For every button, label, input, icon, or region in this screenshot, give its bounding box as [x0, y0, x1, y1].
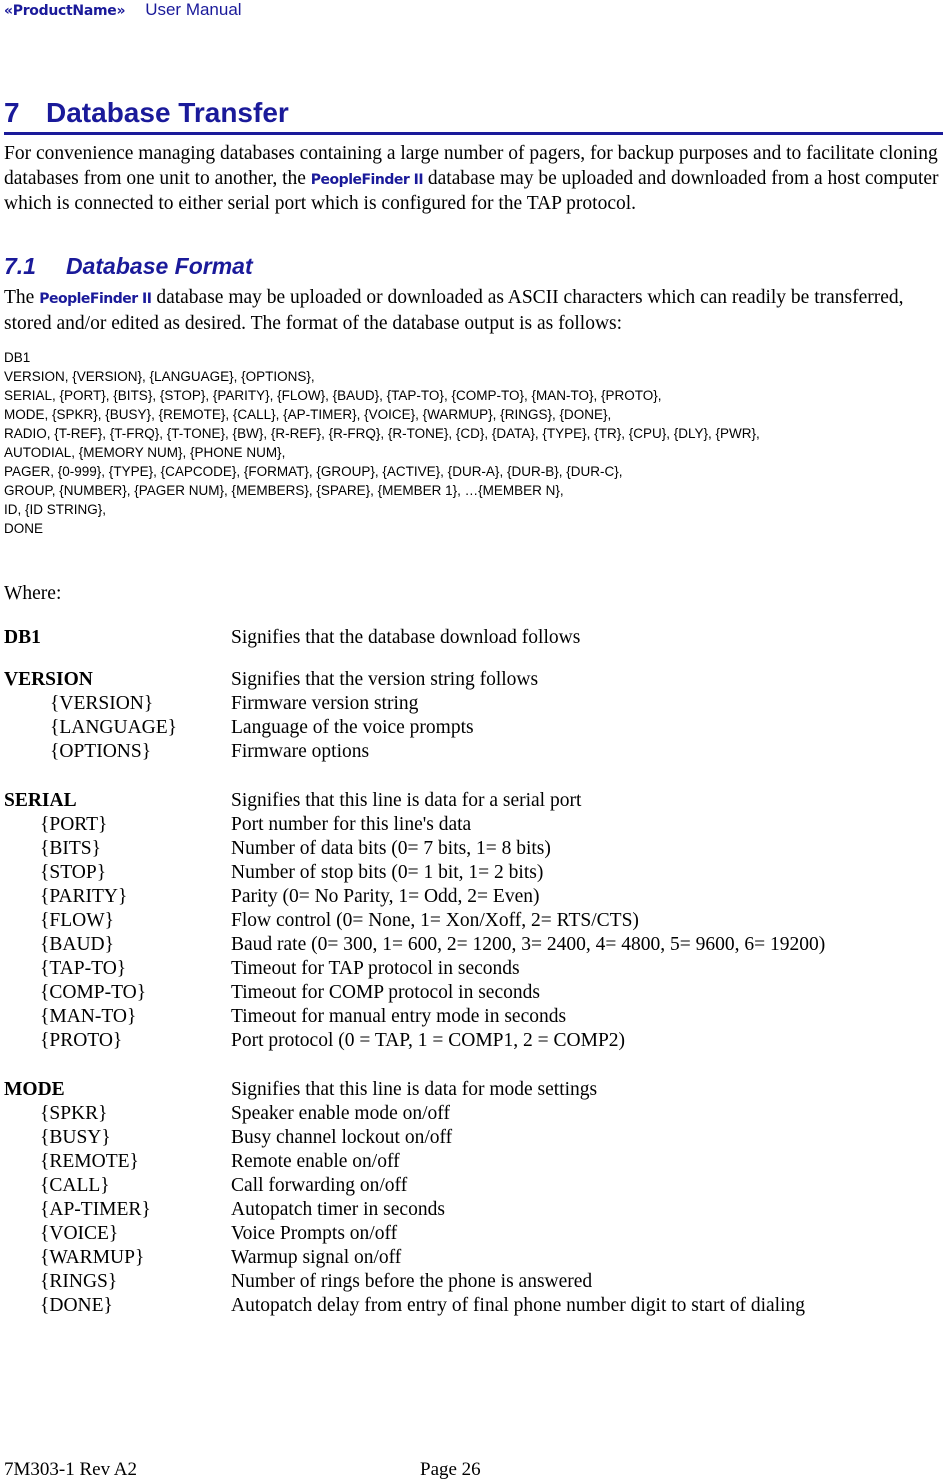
field-term: {SPKR}	[40, 1103, 108, 1124]
database-format-listing	[4, 348, 760, 538]
field-def: Busy channel lockout on/off	[231, 1127, 453, 1148]
field-term: {PORT}	[40, 814, 108, 835]
code-line: GROUP, {NUMBER}, {PAGER NUM}, {MEMBERS}, {SPARE}, {MEMBER 1}, …{MEMBER N},	[4, 483, 564, 498]
field-def: Timeout for COMP protocol in seconds	[231, 982, 540, 1003]
code-line: RADIO, {T-REF}, {T-FRQ}, {T-TONE}, {BW}, {R-REF}, {R-FRQ}, {R-TONE}, {CD}, {DATA}, {TYPE}, {TR}, {CPU}, {DLY}, {PWR},	[4, 426, 760, 441]
footer-page-number: Page 26	[420, 1459, 481, 1480]
field-def: Remote enable on/off	[231, 1151, 400, 1172]
page-header	[4, 0, 242, 22]
intro-text-end: database may be uploaded and downloaded from a host computer which is connected to either serial port which is configured for the TAP protocol.	[4, 167, 939, 214]
field-def: Firmware version string	[231, 693, 419, 714]
field-term: {AP-TIMER}	[40, 1199, 151, 1220]
definition-text: Signifies that the database download follows	[231, 627, 581, 648]
definition-text: Signifies that this line is data for a serial port	[231, 790, 582, 811]
field-term: {VERSION}	[50, 693, 154, 714]
field-def: Voice Prompts on/off	[231, 1223, 398, 1244]
subsection-title: Database Format	[66, 253, 253, 279]
field-term: {DONE}	[40, 1295, 113, 1316]
code-line: SERIAL, {PORT}, {BITS}, {STOP}, {PARITY}, {FLOW}, {BAUD}, {TAP-TO}, {COMP-TO}, {MAN-TO}, {PROTO},	[4, 388, 662, 403]
field-term: {LANGUAGE}	[50, 717, 178, 738]
field-term: {BITS}	[40, 838, 101, 859]
field-term: {RINGS}	[40, 1271, 118, 1292]
section-heading	[4, 96, 943, 135]
field-term: {CALL}	[40, 1175, 110, 1196]
field-def: Parity (0= No Parity, 1= Odd, 2= Even)	[231, 886, 540, 907]
subsection-number: 7.1	[4, 253, 36, 279]
code-line: DONE	[4, 521, 44, 536]
field-term: {BAUD}	[40, 934, 114, 955]
definition-term: SERIAL	[4, 790, 77, 811]
field-def: Timeout for TAP protocol in seconds	[231, 958, 520, 979]
field-def: Baud rate (0= 300, 1= 600, 2= 1200, 3= 2400, 4= 4800, 5= 9600, 6= 19200)	[231, 934, 826, 955]
field-term: {OPTIONS}	[50, 741, 152, 762]
field-def: Number of rings before the phone is answered	[231, 1271, 593, 1292]
intro-text-start: For convenience managing databases containing a large number of pagers, for backup purposes and to facilitate cloning databases from one unit to another, the	[4, 143, 938, 189]
field-def: Port protocol (0 = TAP, 1 = COMP1, 2 = COMP2)	[231, 1030, 626, 1051]
field-term: {STOP}	[40, 862, 107, 883]
code-line: ID, {ID STRING},	[4, 502, 107, 517]
intro-paragraph	[4, 142, 939, 217]
definition-term: VERSION	[4, 669, 93, 690]
field-term: {COMP-TO}	[40, 982, 147, 1003]
field-term: {FLOW}	[40, 910, 114, 931]
format-paragraph	[4, 286, 939, 336]
code-line: VERSION, {VERSION}, {LANGUAGE}, {OPTIONS},	[4, 369, 315, 384]
format-text-start: The	[4, 287, 40, 308]
subsection-heading	[4, 252, 253, 280]
footer-doc-number: 7M303-1 Rev A2	[4, 1459, 137, 1480]
code-line: AUTODIAL, {MEMORY NUM}, {PHONE NUM},	[4, 445, 286, 460]
code-line: DB1	[4, 350, 31, 365]
field-def: Autopatch timer in seconds	[231, 1199, 445, 1220]
field-def: Timeout for manual entry mode in seconds	[231, 1006, 567, 1027]
field-term: {REMOTE}	[40, 1151, 139, 1172]
format-text-end: database may be uploaded or downloaded as ASCII characters which can readily be transferred, stored and/or edited as desired. The format of the database output is as follows:	[4, 287, 904, 334]
code-line: PAGER, {0-999}, {TYPE}, {CAPCODE}, {FORMAT}, {GROUP}, {ACTIVE}, {DUR-A}, {DUR-B}, {DUR-C},	[4, 464, 623, 479]
field-def: Flow control (0= None, 1= Xon/Xoff, 2= RTS/CTS)	[231, 910, 639, 931]
where-label: Where:	[4, 583, 62, 604]
field-term: {PARITY}	[40, 886, 128, 907]
field-term: {TAP-TO}	[40, 958, 127, 979]
manual-label: User Manual	[145, 0, 242, 19]
field-def: Number of stop bits (0= 1 bit, 1= 2 bits)	[231, 862, 544, 883]
field-term: {WARMUP}	[40, 1247, 145, 1268]
field-def: Port number for this line's data	[231, 814, 472, 835]
product-name-placeholder: «ProductName»	[4, 3, 126, 19]
section-number: 7	[4, 97, 20, 128]
field-def: Firmware options	[231, 741, 370, 762]
field-def: Warmup signal on/off	[231, 1247, 402, 1268]
product-logo-text: PeopleFinder II	[39, 291, 152, 307]
field-def: Number of data bits (0= 7 bits, 1= 8 bits)	[231, 838, 551, 859]
field-def: Language of the voice prompts	[231, 717, 474, 738]
section-title: Database Transfer	[46, 97, 289, 128]
field-term: {MAN-TO}	[40, 1006, 137, 1027]
field-term: {BUSY}	[40, 1127, 111, 1148]
field-def: Speaker enable mode on/off	[231, 1103, 450, 1124]
product-logo-text: PeopleFinder II	[310, 171, 424, 188]
definition-term: DB1	[4, 627, 41, 648]
field-term: {VOICE}	[40, 1223, 119, 1244]
definition-text: Signifies that the version string follows	[231, 669, 539, 690]
field-def: Autopatch delay from entry of final phone number digit to start of dialing	[231, 1295, 806, 1316]
definition-text: Signifies that this line is data for mode settings	[231, 1079, 598, 1100]
code-line: MODE, {SPKR}, {BUSY}, {REMOTE}, {CALL}, {AP-TIMER}, {VOICE}, {WARMUP}, {RINGS}, {DONE},	[4, 407, 612, 422]
field-def: Call forwarding on/off	[231, 1175, 408, 1196]
field-term: {PROTO}	[40, 1030, 123, 1051]
definition-term: MODE	[4, 1079, 65, 1100]
